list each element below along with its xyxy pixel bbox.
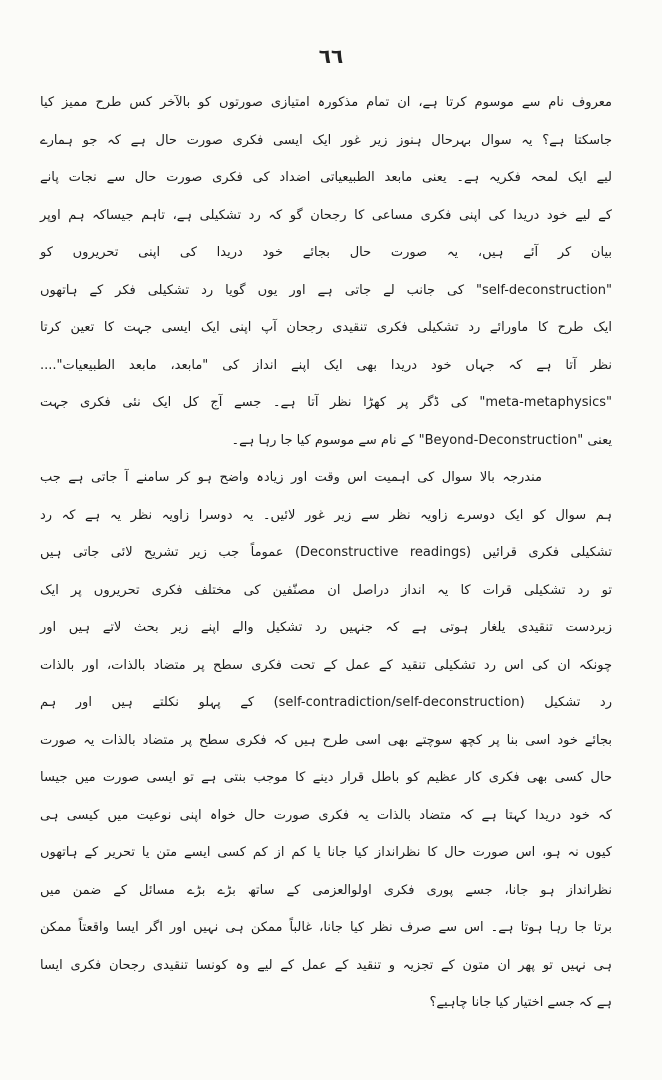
text-line: کہ خود دریدا کہتا ہے کہ متضاد بالذات یہ فکری صورت حال خواہ اپنی نوعیت میں کیسی ہی (40, 807, 612, 823)
text-line: ہی نہیں تو پھر ان متون کے تجزیہ و تنقید کے عمل کے لیے وہ کونسا تنقیدی رجحان فکری ایسا (40, 957, 612, 973)
text-line: ہم سوال کو ایک دوسرے زاویہ نظر سے زیر غور لائیں۔ یہ دوسرا زاویہ نظر یہ ہے کہ رد (40, 507, 612, 523)
text-line: تشکیلی فکری قرائیں (Deconstructive readings) عموماً جب زیر تشریح لائی جاتی ہیں (40, 545, 612, 560)
text-line: رد تشکیل (self-contradiction/self-deconstruction) کے پہلو نکلتے ہیں اور ہم (40, 695, 612, 710)
text-line: "meta-metaphysics" کی ڈگر پر کھڑا نظر آتا ہے۔ جسے آج کل ایک نئی فکری جہت (40, 395, 612, 410)
text-line: برتا جا رہا ہوتا ہے۔ اس سے صرف نظر کیا جانا، غالباً ممکن ہی نہیں اور اگر ایسا واقعتاً ممکن (40, 920, 612, 935)
text-line: "self-deconstruction" کی جانب لے جاتی ہے اور یوں گویا رد تشکیلی فکر کے ہاتھوں (40, 282, 612, 298)
text-line: بجائے خود اسی بنا پر کچھ سوچتے بھی اسی طرح ہیں کہ فکری سطح پر متضاد بالذات یہ صورت (40, 732, 612, 748)
text-line: کیوں نہ ہو، اس صورت حال کا نظرانداز کیا جانا یا کم از کم کسی ایسے متن یا تحریر کے ہاتھوں (40, 845, 612, 860)
text-line: نظر آتا ہے کہ جہاں خود دریدا بھی ایک اپنے انداز کی "مابعد، مابعد الطبیعیات".... (40, 357, 612, 373)
page-number: ٦٦ (318, 44, 344, 68)
text-line: کے لیے خود دریدا کی اپنی فکری مساعی کا رجحان گو کہ رد تشکیلی ہے، تاہم جیساکہ ہم اوپر (40, 207, 612, 223)
text-line: نظرانداز ہو جانا، جسے پوری فکری اولوالعزمی کے ساتھ بڑے بڑے مسائل کے ضمن میں (40, 882, 612, 898)
text-line: ایک طرح کا ماورائے رد تشکیلی فکری تنقیدی رجحان آپ اپنی ایک ایسی جہت کا تعین کرتا (40, 320, 612, 335)
text-line: مندرجہ بالا سوال کی اہمیت اس وقت اور زیادہ واضح ہو کر سامنے آ جاتی ہے جب (40, 470, 542, 485)
text-line: یعنی "Beyond-Deconstruction" کے نام سے موسوم کیا جا رہا ہے۔ (231, 432, 612, 448)
body-text (40, 84, 612, 1022)
text-line: زبردست تنقیدی یلغار ہوتی ہے کہ جنہیں رد تشکیل والے اپنے زیر بحث لاتے ہیں اور (40, 620, 612, 635)
text-line: لیے ایک لمحہ فکریہ ہے۔ یعنی مابعد الطبیعیاتی اضداد کی فکری صورت حال سے نجات پانے (40, 170, 612, 185)
text-line: حال کسی بھی فکری کار عظیم کو باطل قرار دینے کا موجب بنتی ہے تو ایسی صورت میں جیسا (40, 770, 612, 785)
text-line: جاسکتا ہے؟ یہ سوال بہرحال ہنوز زیر غور ایک ایسی فکری صورت حال ہے کہ جو ہمارے (40, 132, 612, 148)
text-line: بیان کر آئے ہیں، یہ صورت حال بجائے خود دریدا کی اپنی تحریروں کو (40, 245, 612, 260)
text-line: ہے کہ جسے اختیار کیا جانا چاہیے؟ (429, 995, 612, 1010)
text-line: چونکہ ان کی اس رد تشکیلی تنقید کے عمل کے تحت فکری سطح پر متضاد بالذات، اور بالذات (40, 657, 612, 673)
text-line: تو رد تشکیلی قرات کا یہ انداز دراصل ان مصنّفین کی مختلف فکری تحریروں پر ایک (40, 582, 612, 598)
text-line: معروف نام سے موسوم کرتا ہے، ان تمام مذکورہ امتیازی صورتوں کو بالآخر کس طرح ممیز کیا (40, 95, 612, 110)
